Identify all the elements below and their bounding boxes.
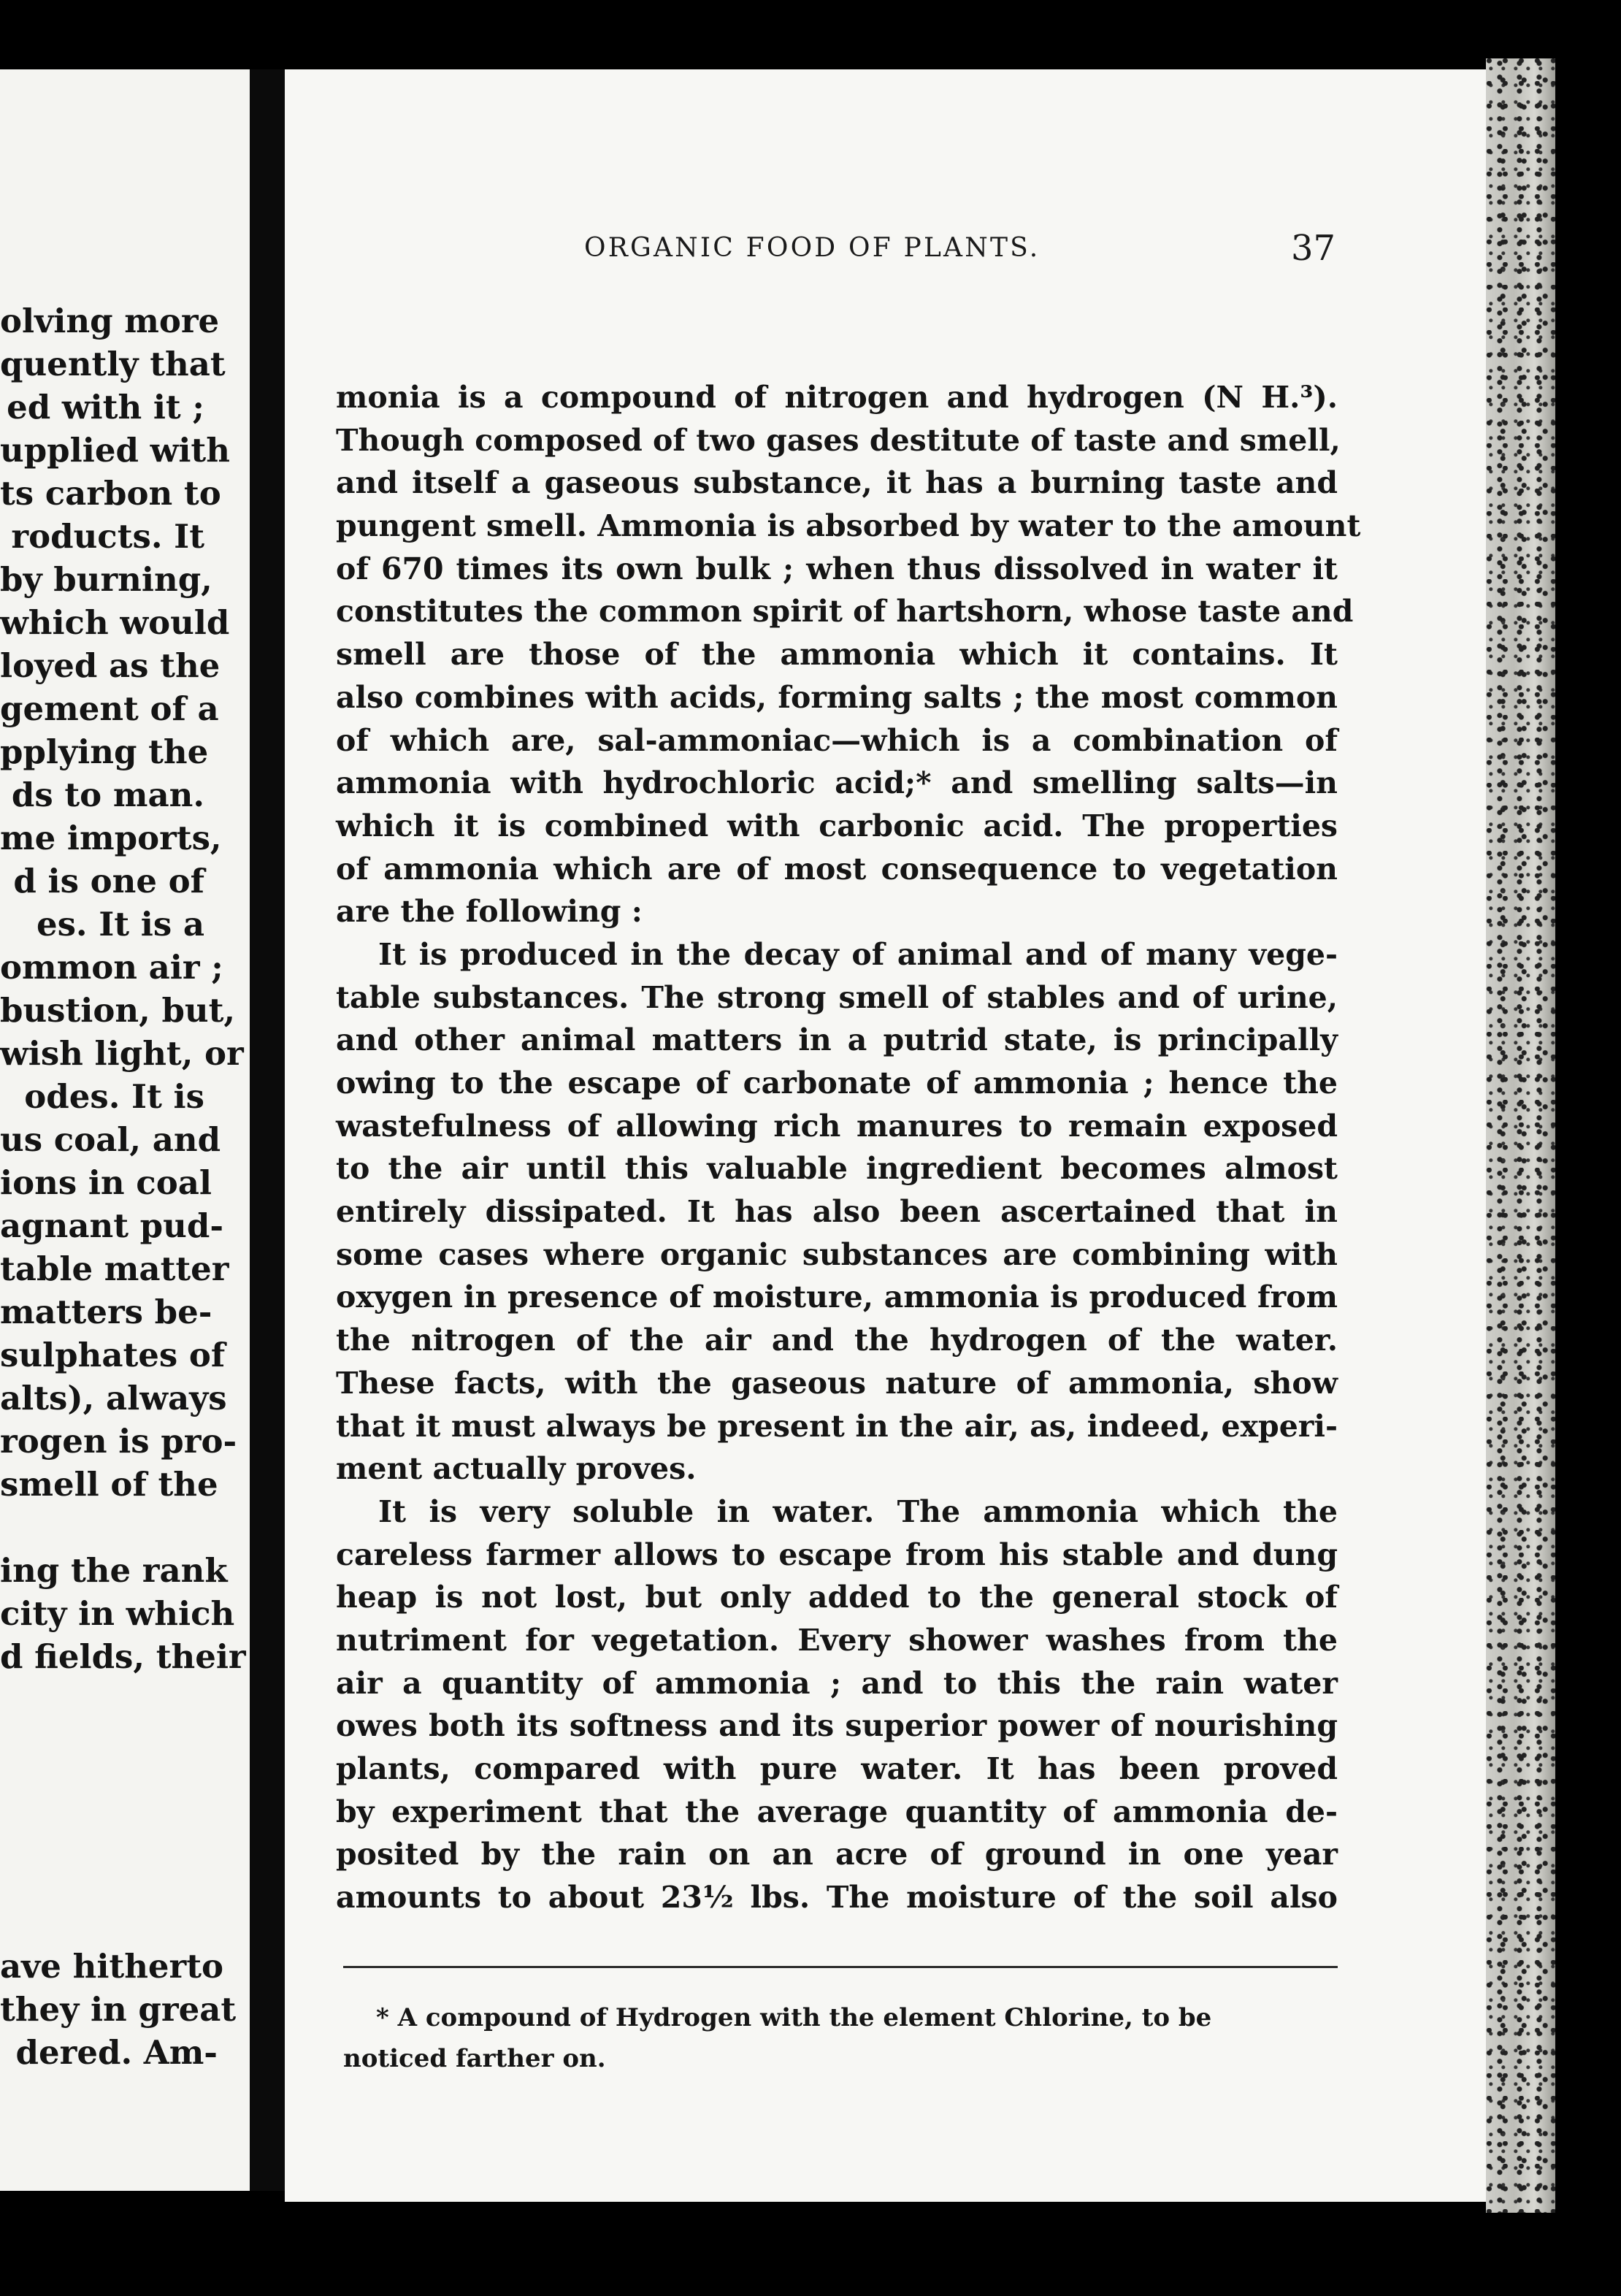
text-line: smell are those of the ammonia which it contains. It <box>336 637 1338 673</box>
previous-page-line: olving more <box>0 302 220 340</box>
previous-page-line: matters be- <box>0 1293 212 1331</box>
previous-page-line: ing the rank <box>0 1551 228 1590</box>
previous-page-line: ommon air ; <box>0 948 223 987</box>
previous-page-line: upplied with <box>0 431 230 470</box>
footnote-line: noticed farther on. <box>343 2044 606 2073</box>
previous-page-line: they in great <box>0 1990 237 2029</box>
footnote-line: * A compound of Hydrogen with the element Chlorine, to be <box>376 2003 1212 2032</box>
text-line: These facts, with the gaseous nature of ammonia, show <box>336 1365 1338 1401</box>
text-line: entirely dissipated. It has also been ascertained that in <box>336 1194 1338 1230</box>
footnote <box>343 1997 1338 2079</box>
previous-page-line: d fields, their <box>0 1637 246 1676</box>
text-line: and itself a gaseous substance, it has a burning taste and <box>336 465 1338 501</box>
previous-page-line: es. It is a <box>36 905 204 944</box>
previous-page-fragment <box>0 69 250 2191</box>
text-line: of 670 times its own bulk ; when thus dissolved in water it <box>336 551 1338 586</box>
previous-page-line: us coal, and <box>0 1120 221 1159</box>
previous-page-line: ave hitherto <box>0 1947 224 1986</box>
previous-page-line: table matter <box>0 1250 229 1288</box>
text-line: of ammonia which are of most consequence to vegetation <box>336 851 1338 887</box>
previous-page-line: quently that <box>0 345 226 383</box>
previous-page-line: pplying the <box>0 732 209 771</box>
text-line: pungent smell. Ammonia is absorbed by water to the amount <box>336 508 1361 544</box>
text-line: the nitrogen of the air and the hydrogen of the water. <box>336 1323 1338 1358</box>
body-text <box>336 376 1361 1919</box>
previous-page-line-gap <box>0 1506 204 1549</box>
previous-page-line: odes. It is <box>24 1077 204 1116</box>
previous-page-text-top <box>0 299 246 1678</box>
previous-page-line: sulphates of <box>0 1336 226 1374</box>
previous-page-line: which would <box>0 603 230 642</box>
text-line: that it must always be present in the air, as, indeed, experi- <box>336 1408 1338 1444</box>
text-line: careless farmer allows to escape from his stable and dung <box>336 1537 1338 1572</box>
previous-page-line: ts carbon to <box>0 474 221 513</box>
text-line: table substances. The strong smell of stables and of urine, <box>336 979 1338 1015</box>
text-line: air a quantity of ammonia ; and to this the rain water <box>336 1665 1338 1701</box>
previous-page-line: city in which <box>0 1594 235 1633</box>
running-title: ORGANIC FOOD OF PLANTS. <box>584 233 1041 263</box>
previous-page-line: loyed as the <box>0 646 221 685</box>
previous-page-line: dered. Am- <box>15 2033 218 2072</box>
text-line: oxygen in presence of moisture, ammonia is produced from <box>336 1279 1338 1315</box>
text-line: heap is not lost, but only added to the general stock of <box>336 1580 1338 1615</box>
previous-page-line: wish light, or <box>0 1034 244 1073</box>
previous-page-line: ed with it ; <box>7 388 204 426</box>
book-gutter <box>250 69 285 2191</box>
text-line: amounts to about 23½ lbs. The moisture of the soil also <box>336 1880 1338 1916</box>
previous-page-text-bottom <box>0 1945 237 2074</box>
text-line: also combines with acids, forming salts ; the most common <box>336 679 1338 715</box>
text-line: constitutes the common spirit of hartshorn, whose taste and <box>336 594 1354 630</box>
text-line: to the air until this valuable ingredient becomes almost <box>336 1151 1338 1187</box>
text-line: posited by the rain on an acre of ground in one year <box>336 1837 1338 1872</box>
page-edge-texture <box>1486 58 1555 2213</box>
text-line: are the following : <box>336 894 643 930</box>
text-line: owing to the escape of carbonate of ammonia ; hence the <box>336 1065 1338 1101</box>
footnote-divider <box>343 1966 1338 1968</box>
text-line: ment actually proves. <box>336 1451 697 1487</box>
previous-page-line: alts), always <box>0 1379 227 1417</box>
previous-page-line: agnant pud- <box>0 1206 223 1245</box>
text-line: of which are, sal-ammoniac—which is a combination of <box>336 722 1338 758</box>
text-line: which it is combined with carbonic acid. The properties <box>336 808 1338 843</box>
previous-page-line: roducts. It <box>11 517 204 556</box>
text-line: It is very soluble in water. The ammonia which the <box>378 1493 1338 1529</box>
previous-page-line: ions in coal <box>0 1163 212 1202</box>
page-number: 37 <box>1291 228 1336 269</box>
text-line: It is produced in the decay of animal and of many vege- <box>378 936 1338 972</box>
previous-page-line: d is one of <box>13 862 204 900</box>
previous-page-line: gement of a <box>0 689 219 728</box>
previous-page-line: ds to man. <box>11 776 204 814</box>
text-line: ammonia with hydrochloric acid;* and smelling salts—in <box>336 765 1338 801</box>
text-line: plants, compared with pure water. It has been proved <box>336 1751 1338 1786</box>
text-line: wastefulness of allowing rich manures to remain exposed <box>336 1108 1338 1144</box>
text-line: some cases where organic substances are combining with <box>336 1236 1338 1272</box>
previous-page-line: me imports, <box>0 819 222 857</box>
book-page <box>285 69 1490 2202</box>
text-line: owes both its softness and its superior power of nourishing <box>336 1708 1338 1744</box>
text-line: monia is a compound of nitrogen and hydrogen (N H.³). <box>336 380 1338 415</box>
text-line: nutriment for vegetation. Every shower washes from the <box>336 1622 1338 1658</box>
previous-page-line: bustion, but, <box>0 991 236 1030</box>
previous-page-line: rogen is pro- <box>0 1422 237 1461</box>
text-line: and other animal matters in a putrid state, is principally <box>336 1022 1338 1058</box>
previous-page-line: smell of the <box>0 1465 218 1504</box>
text-line: by experiment that the average quantity of ammonia de- <box>336 1794 1338 1829</box>
text-line: Though composed of two gases destitute of taste and smell, <box>336 422 1341 458</box>
previous-page-line: by burning, <box>0 560 212 599</box>
running-head <box>285 223 1490 274</box>
